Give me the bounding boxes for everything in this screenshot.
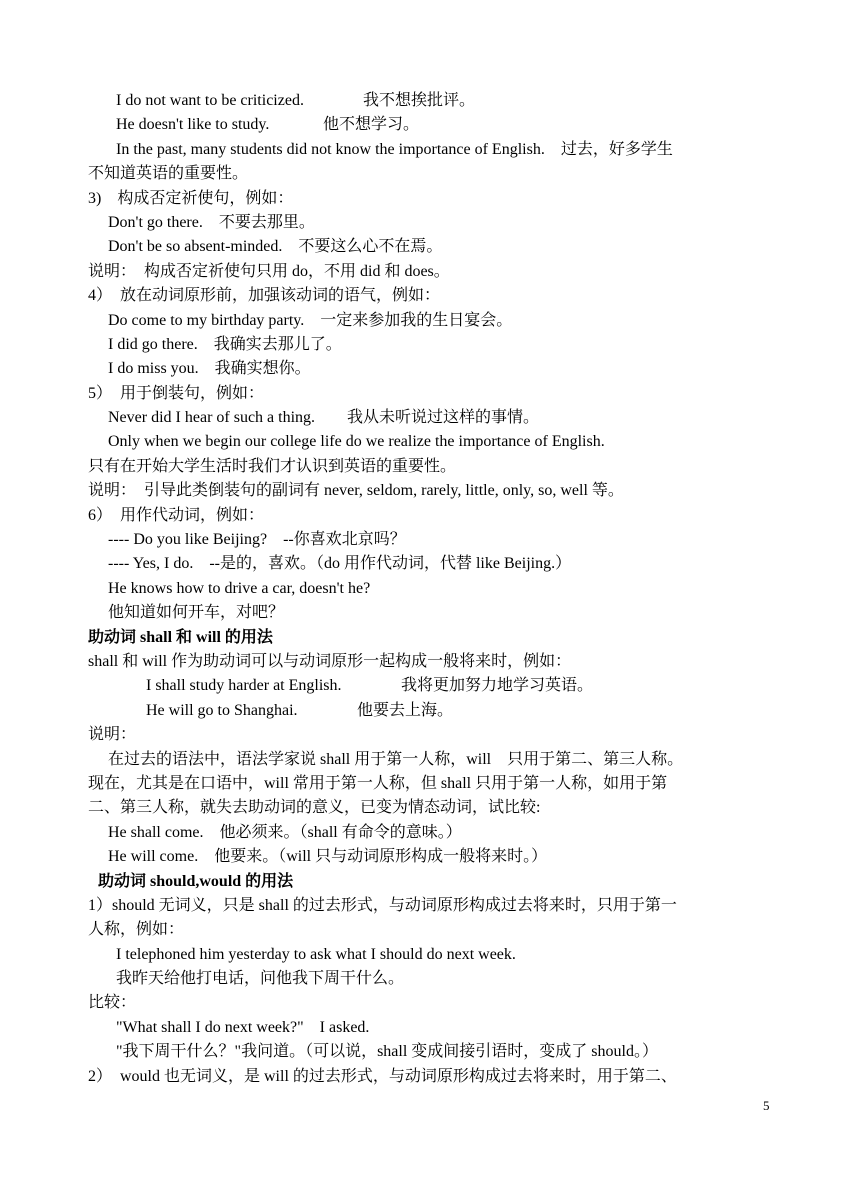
note-line: 说明： 引导此类倒装句的副词有 never, seldom, rarely, little, only, so, well 等。 [88,482,624,500]
example-english: He will go to Shanghai. [146,701,298,719]
example-line: I telephoned him yesterday to ask what I should do next week. [116,945,516,963]
example-line: Do come to my birthday party. 一定来参加我的生日宴会。 [108,311,513,329]
paragraph-line: 1）should 无词义，只是 shall 的过去形式，与动词原形构成过去将来时，只用于第一 [88,896,677,914]
example-line: Never did I hear of such a thing. 我从未听说过这样的事情。 [108,409,540,427]
example-line: Don't go there. 不要去那里。 [108,213,315,231]
example-chinese: 他不想学习。 [323,116,420,134]
example-line: He knows how to drive a car, doesn't he? [108,579,371,597]
paragraph-line: 人称，例如： [88,921,185,939]
note-label: 说明： [88,726,137,744]
page-number: 5 [763,1098,770,1113]
example-translation: 他知道如何开车，对吧？ [108,604,285,622]
example-line [88,89,774,113]
example-line [88,113,774,137]
example-english: He doesn't like to study. [116,116,270,134]
list-item-heading: 6） 用作代动词，例如： [88,506,265,524]
list-item-heading: 5） 用于倒装句，例如： [88,384,265,402]
paragraph-line: 不知道英语的重要性。 [88,165,249,183]
example-translation: 只有在开始大学生活时我们才认识到英语的重要性。 [88,457,457,475]
example-line [88,699,774,723]
note-line: 说明： 构成否定祈使句只用 do，不用 did 和 does。 [88,262,450,280]
example-line: "我下周干什么？"我问道。（可以说，shall 变成间接引语时，变成了 should。） [116,1043,658,1061]
example-chinese: 他要去上海。 [357,701,454,719]
paragraph-line: shall 和 will 作为助动词可以与动词原形一起构成一般将来时，例如： [88,652,572,670]
paragraph-line: 二、第三人称，就失去助动词的意义，已变为情态动词，试比较: [88,799,541,817]
example-chinese: 我将更加努力地学习英语。 [401,677,594,695]
list-item-heading: 2） would 也无词义，是 will 的过去形式，与动词原形构成过去将来时，用于第二、 [88,1067,677,1085]
paragraph-line: In the past, many students did not know the importance of English. 过去，好多学生 [116,140,673,158]
example-line: I do miss you. 我确实想你。 [108,360,311,378]
example-line [88,674,774,698]
example-line: He will come. 他要来。（will 只与动词原形构成一般将来时。） [108,848,548,866]
paragraph-line: 在过去的语法中，语法学家说 shall 用于第一人称，will 只用于第二、第三人称。 [108,750,684,768]
example-translation: 我昨天给他打电话，问他我下周干什么。 [116,970,405,988]
list-item-heading: 4） 放在动词原形前，加强该动词的语气，例如： [88,287,441,305]
example-english: I shall study harder at English. [146,677,342,695]
example-english: I do not want to be criticized. [116,92,304,109]
list-item-heading: 3) 构成否定祈使句，例如： [88,189,294,207]
example-line: Only when we begin our college life do we realize the importance of English. [108,433,605,451]
example-line: I did go there. 我确实去那儿了。 [108,335,342,353]
section-heading: 助动词 shall 和 will 的用法 [88,628,273,646]
example-line: ---- Do you like Beijing? --你喜欢北京吗？ [108,531,406,549]
example-line: ---- Yes, I do. --是的，喜欢。（do 用作代动词，代替 like Beijing.） [108,555,572,573]
example-chinese: 我不想挨批评。 [363,92,476,109]
example-line: Don't be so absent-minded. 不要这么心不在焉。 [108,238,443,256]
document-body [88,89,774,1089]
paragraph-line: 现在，尤其是在口语中，will 常用于第一人称，但 shall 只用于第一人称，如用于第 [88,774,668,792]
example-line: "What shall I do next week?" I asked. [116,1018,370,1036]
note-label: 比较： [88,994,137,1012]
example-line: He shall come. 他必须来。（shall 有命令的意味。） [108,823,462,841]
section-heading: 助动词 should,would 的用法 [98,872,294,890]
